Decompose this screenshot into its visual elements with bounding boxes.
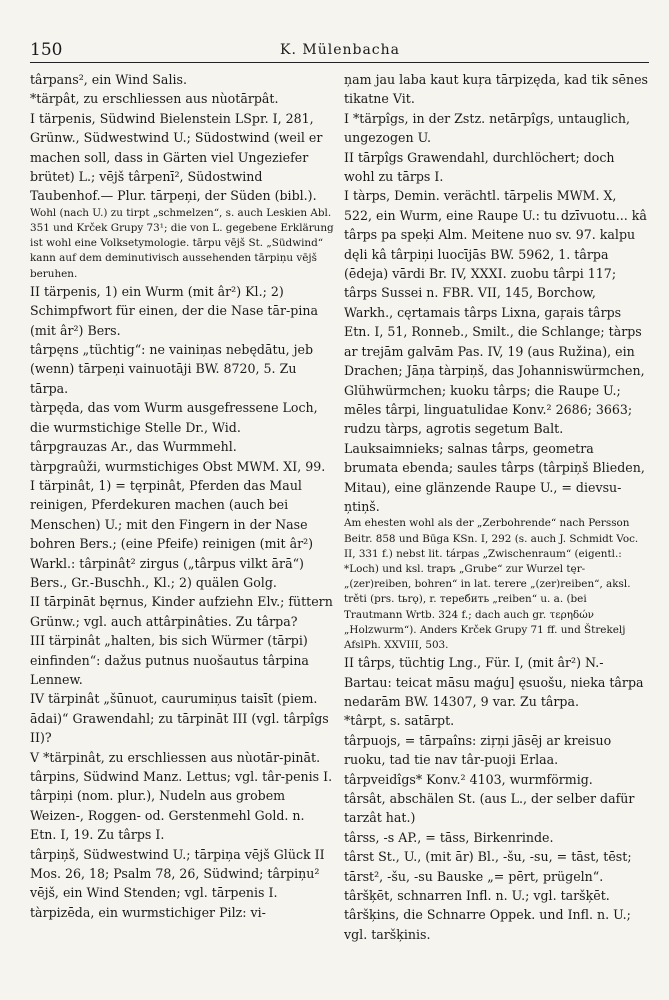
dictionary-entry: târpveidîgs* Konv.² 4103, wurmförmig.: [344, 771, 593, 787]
dictionary-entry: tàrpizēda, ein wurmstichiger Pilz: vi-: [30, 904, 266, 920]
dictionary-entry: târpiņš, Südwestwind U.; tārpiņa vējš Glück II Mos. 26, 18; Psalm 78, 26, Südwind; târpiņu² vējš, ein Wind Stenden; vgl. tārpenis I.: [30, 846, 325, 901]
dictionary-entry: I tärpenis, Südwind Bielenstein LSpr. I, 281, Grünw., Südwestwind U.; Südostwind (weil er machen soll, dass in Gärten viel Ungeziefer brütet) L.; vējš târpenī², Südostwind Taubenhof.— Plur. tārpeņi, der Süden (bibl.).: [30, 110, 323, 204]
dictionary-entry: târpęns „tüchtig“: ne vainiņas nebędātu, jeb (wenn) tārpeņi vainuotāji BW. 8720, 5. Zu tārpa.: [30, 342, 314, 396]
dictionary-entry: târpgrauzas Ar., das Wurmmehl.: [30, 439, 237, 455]
dictionary-entry: IV tärpinât „šūnuot, caurumiņus taisīt (piem. ādai)“ Grawendahl; zu tārpināt III (vgl. târpîgs II)?: [30, 691, 329, 746]
dictionary-entry: II tärpenis, 1) ein Wurm (mit âr²) Kl.; 2) Schimpfwort für einen, der die Nase tār-pina (mit âr²) Bers.: [30, 283, 318, 338]
dictionary-entry: II tārpîgs Grawendahl, durchlöchert; doch wohl zu tārps I.: [344, 149, 615, 185]
dictionary-entry: *târpt, s. satārpt.: [344, 713, 455, 729]
dictionary-entry: tàrpgraûži, wurmstichiges Obst MWM. XI, 99.: [30, 458, 326, 474]
dictionary-entry: târss, -s AP., = tāss, Birkenrinde.: [344, 829, 554, 845]
dictionary-entry: târpiņi (nom. plur.), Nudeln aus grobem Weizen-, Roggen- od. Gerstenmehl Gold. n. Etn. I, 19. Zu târps I.: [30, 788, 305, 843]
dictionary-entry: târsât, abschälen St. (aus L., der selber dafür tarzât hat.): [344, 791, 635, 826]
running-title: K. Mülenbacha: [280, 42, 401, 58]
dictionary-entry: *tärpât, zu erschliessen aus nùotārpât.: [30, 91, 279, 107]
dictionary-entry: târpuojs, = tārpaîns: ziŗņi jāsēj ar kreisuo ruoku, tad tie nav târ-puoji Erlaa.: [344, 732, 612, 768]
dictionary-entry: II tārpināt bęrnus, Kinder aufziehn Elv.; füttern Grünw.; vgl. auch attârpinâties. Zu târpa?: [30, 594, 333, 629]
dictionary-entry: ņam jau laba kaut kuŗa tārpizęda, kad tik sēnes tikatne Vit.: [344, 72, 649, 107]
dictionary-entry: Wohl (nach U.) zu tirpt „schmelzen“, s. auch Leskien Abl. 351 und Krček Grupy 73¹; die von L. gegebene Erklärung ist wohl eine Volksetymologie. tārpu vējš St. „Südwind“ kann auf dem deminutivisch aussehenden tārpiņu vējš beruhen.: [30, 206, 334, 280]
page-header: [30, 40, 649, 63]
dictionary-entry: II târps, tüchtig Lng., Für. I, (mit âr²) N.-Bartau: teicat māsu maģu] ęsuošu, nieka târpa nedarām BW. 14307, 9 var. Zu târpa.: [344, 655, 644, 709]
dictionary-entry: I *tärpîgs, in der Zstz. netārpîgs, untauglich, ungezogen U.: [344, 110, 631, 146]
dictionary-entry: târpins, Südwind Manz. Lettus; vgl. târ-penis I.: [30, 769, 333, 785]
dictionary-entry: târšķēt, schnarren Infl. n. U.; vgl. taršķēt.: [344, 888, 610, 904]
dictionary-entry: târšķins, die Schnarre Oppek. und Infl. n. U.; vgl. taršķinis.: [344, 907, 631, 942]
dictionary-entry: I tàrps, Demin. verächtl. tārpelis MWM. X, 522, ein Wurm, eine Raupe U.: tu dzīvuotu... kâ târps pa speķi Alm. Meitene nuo sv. 97. kalpu dęli kâ târpiņi luocījās BW. 5962, 1. târpa (ēdeja) vārdi Br. IV, XXXI. zuobu târpi 117; târps Sussei n. FBR. VII, 145, Borchow, Warkh., cęrtamais târps Lixna, gaŗais târps Etn. I, 51, Ronneb., Smilt., die Schlange; tàrps ar trejām galvām Pas. IV, 19 (aus Ružina), ein Drachen; Jāņa tàrpiņš, das Johanniswürmchen, Glühwürmchen; kuoku târps; die Raupe U.; mēles târpi, linguatulidae Konv.² 2686; 3663; rudzu tàrps, agrotis segetum Balt. Lauksaimnieks; salnas târps, geometra brumata ebenda; saules târps (târpiņš Blieden, Mitau), eine glänzende Raupe U., = dievsu-ņtiņš.: [344, 188, 647, 514]
dictionary-entry: V *tärpinât, zu erschliessen aus nùotār-pināt.: [30, 749, 321, 765]
dictionary-entry: III tärpinât „halten, bis sich Würmer (tārpi) einfinden“: dažus putnus nuošautus târpina Lennew.: [30, 633, 309, 687]
dictionary-entry: I tärpinât, 1) = tęrpinât, Pferden das Maul reinigen, Pferdekuren machen (auch bei Menschen) U.; mit den Fingern in der Nase bohren Bers.; (eine Pfeife) reinigen (mit âr²) Warkl.: târpinât² zirgus („târpus vilkt ārā“) Bers., Gr.-Buschh., Kl.; 2) quälen Golg.: [30, 477, 314, 590]
dictionary-entry: târst St., U., (mit ār) Bl., -šu, -su, = tāst, tēst; tārst², -šu, -su Bauske „= pērt, prügeln“.: [344, 849, 632, 884]
dictionary-entry: Am ehesten wohl als der „Zerbohrende“ nach Persson Beitr. 858 und Būga KSn. I, 292 (s. auch J. Schmidt Voc. II, 331 f.) nebst lit. tárpas „Zwischenraum“ (eigentl.: *Loch) und ksl. trapъ „Grube“ zur Wurzel tęr- „(zer)reiben, bohren“ in lat. terere „(zer)reiben“, aksl. trěti (prs. tьrǫ), r. теребить „reiben“ u. a. (bei Trautmann Wrtb. 324 f.; dach auch gr. τερηδών „Holzwurm“). Anders Krček Grupy 71 ff. und Štrekelj AfslPh. XXVIII, 503.: [344, 517, 639, 651]
page-number: 150: [30, 40, 63, 60]
dictionary-entry: tàrpęda, das vom Wurm ausgefressene Loch, die wurmstichige Stelle Dr., Wid.: [30, 400, 318, 435]
dictionary-entry: târpans², ein Wind Salis.: [30, 72, 187, 87]
right-column: [344, 70, 648, 944]
left-column: [30, 70, 334, 922]
